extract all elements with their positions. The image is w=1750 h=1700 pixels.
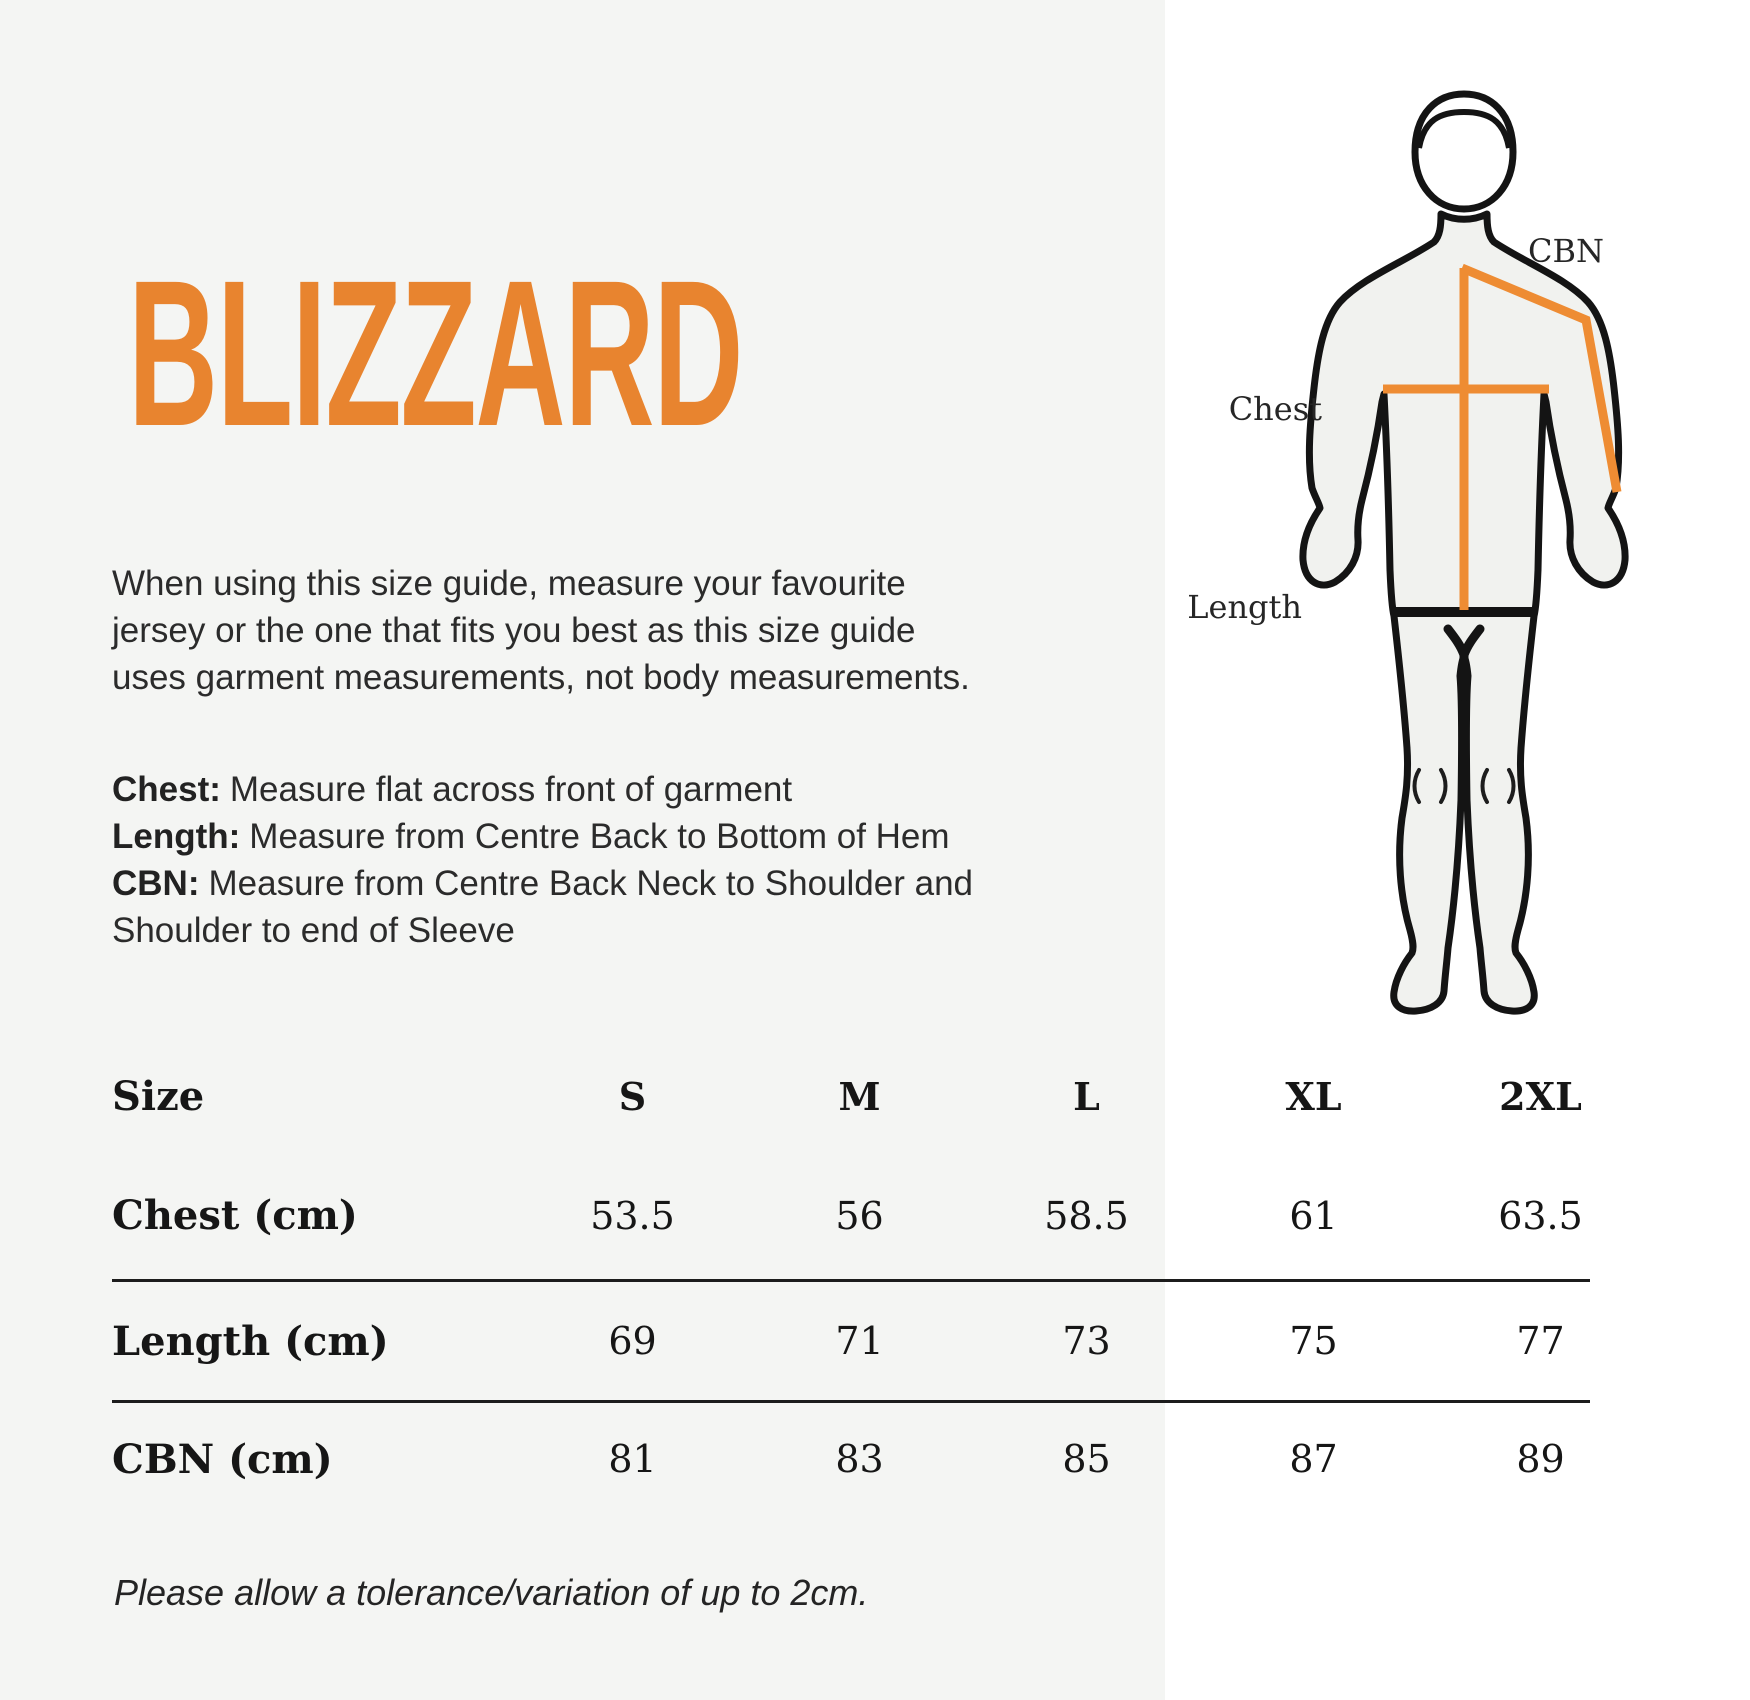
value-cell: 85 [1062, 1437, 1111, 1481]
value-cell: 69 [608, 1319, 657, 1363]
definition-term: Length: [112, 817, 241, 856]
value-cell: 71 [835, 1319, 884, 1363]
intro-line: uses garment measurements, not body measurements. [112, 658, 970, 697]
value-cell: 56 [835, 1193, 884, 1238]
size-guide-figure [1150, 50, 1710, 1030]
table-row-length [112, 1282, 1654, 1400]
value-cell: 53.5 [590, 1193, 675, 1238]
size-header-cell: M [838, 1073, 881, 1119]
tolerance-note: Please allow a tolerance/variation of up to 2cm. [114, 1572, 869, 1613]
row-label: CBN (cm) [112, 1435, 333, 1483]
table-row-chest [112, 1152, 1654, 1279]
definition-text: Measure from Centre Back to Bottom of Hem [249, 817, 950, 856]
definition-text: Measure from Centre Back Neck to Shoulder and [208, 864, 974, 903]
size-table [112, 1040, 1654, 1515]
value-cell: 77 [1516, 1319, 1565, 1363]
table-row-cbn [112, 1403, 1654, 1515]
value-cell: 61 [1289, 1193, 1338, 1238]
size-header-cell: 2XL [1499, 1073, 1582, 1119]
product-title: BLIZZARD [128, 238, 743, 470]
intro-paragraph [112, 560, 970, 701]
definition-term: Chest: [112, 770, 221, 809]
value-cell: 58.5 [1044, 1193, 1129, 1238]
size-header-cell: S [618, 1073, 647, 1119]
definition-term: CBN: [112, 864, 200, 903]
size-header-cell: L [1073, 1073, 1100, 1119]
row-label: Length (cm) [112, 1317, 389, 1365]
row-label: Chest (cm) [112, 1192, 358, 1239]
value-cell: 81 [608, 1437, 657, 1481]
value-cell: 63.5 [1498, 1193, 1583, 1238]
value-cell: 89 [1516, 1437, 1565, 1481]
value-cell: 87 [1289, 1437, 1338, 1481]
definition-text: Shoulder to end of Sleeve [112, 911, 515, 950]
definition-text: Measure flat across front of garment [229, 770, 793, 809]
value-cell: 73 [1062, 1319, 1111, 1363]
size-column-header: Size [112, 1072, 205, 1120]
value-cell: 75 [1289, 1319, 1338, 1363]
table-header-row [112, 1040, 1654, 1152]
size-header-cell: XL [1285, 1073, 1342, 1119]
figure-label-chest: Chest [1228, 390, 1322, 428]
definition-line [112, 860, 973, 907]
definition-line [112, 813, 973, 860]
measurement-definitions [112, 766, 973, 954]
intro-line: jersey or the one that fits you best as this size guide [112, 611, 916, 650]
definition-line [112, 766, 973, 813]
value-cell: 83 [835, 1437, 884, 1481]
figure-label-cbn: CBN [1528, 232, 1604, 270]
definition-line [112, 907, 973, 954]
figure-label-length: Length [1187, 588, 1302, 626]
intro-line: When using this size guide, measure your favourite [112, 564, 906, 603]
